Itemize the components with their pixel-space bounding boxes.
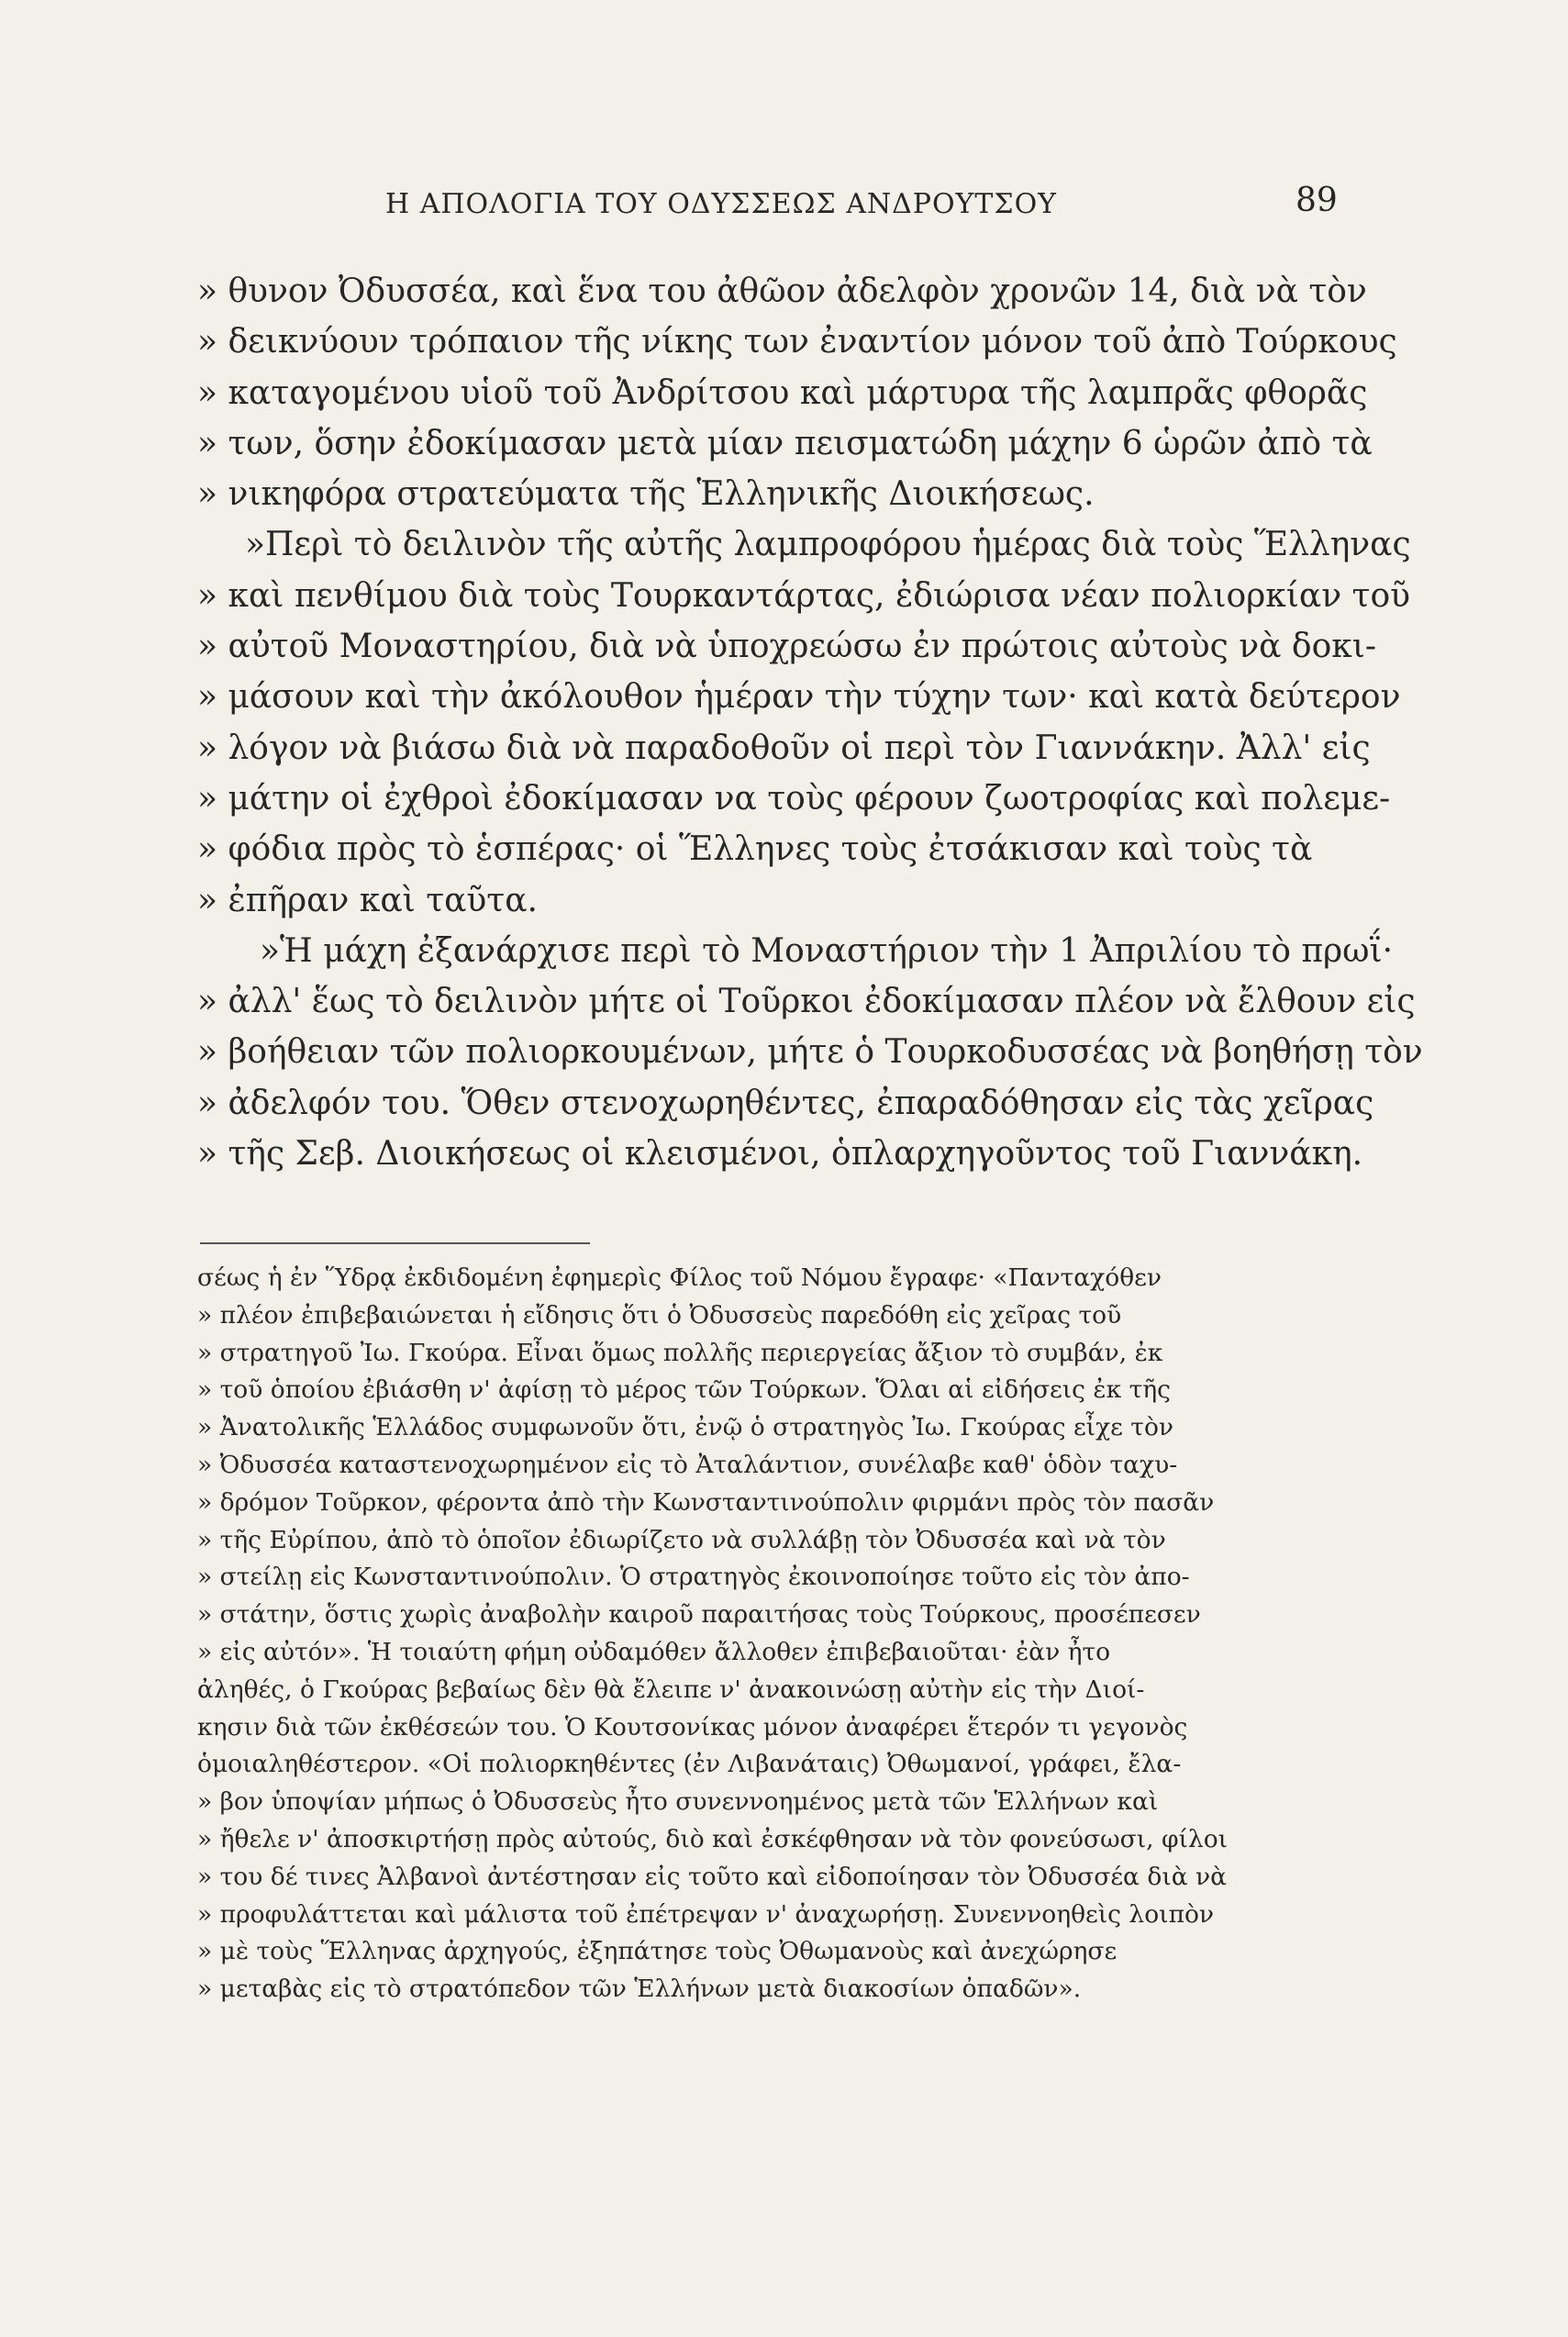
text-line: » καταγομένου υἱοῦ τοῦ Ἀνδρίτσου καὶ μάρτυρα τῆς λαμπρᾶς φθορᾶς [197, 373, 1368, 412]
footnote-line: » εἰς αὐτόν». Ἡ τοιαύτη φήμη οὐδαμόθεν ἄλλοθεν ἐπιβεβαιοῦται· ἐὰν ἦτο [197, 1637, 1111, 1666]
footnote-line: » τῆς Εὐρίπου, ἀπὸ τὸ ὁποῖον ἐδιωρίζετο νὰ συλλάβῃ τὸν Ὀδυσσέα καὶ νὰ τὸν [197, 1525, 1166, 1554]
footnote-block [197, 1260, 1362, 2009]
text-line: » θυνον Ὀδυσσέα, καὶ ἕνα του ἀθῶον ἀδελφὸν χρονῶν 14, διὰ νὰ τὸν [197, 273, 1367, 310]
text-line: » καὶ πενθίμου διὰ τοὺς Τουρκαντάρτας, ἐδιώρισα νέαν πολιορκίαν τοῦ [197, 576, 1411, 615]
footnote-line: ἀληθές, ὁ Γκούρας βεβαίως δὲν θὰ ἔλειπε ν' ἀνακοινώσῃ αὐτὴν εἰς τὴν Διοί- [197, 1675, 1145, 1704]
text-line: » τῆς Σεβ. Διοικήσεως οἱ κλεισμένοι, ὁπλαρχηγοῦντος τοῦ Γιαννάκη. [197, 1135, 1363, 1174]
footnote-line: » ἤθελε ν' ἀποσκιρτήσῃ πρὸς αὐτούς, διὸ καὶ ἐσκέφθησαν νὰ τὸν φονεύσωσι, φίλοι [197, 1824, 1229, 1853]
footnote-line: » του δέ τινες Ἀλβανοὶ ἀντέστησαν εἰς τοῦτο καὶ εἰδοποίησαν τὸν Ὀδυσσέα διὰ νὰ [197, 1862, 1228, 1891]
text-line: » νικηφόρα στρατεύματα τῆς Ἑλληνικῆς Διοικήσεως. [197, 475, 1095, 514]
text-line: » μάσουν καὶ τὴν ἀκόλουθον ἡμέραν τὴν τύχην των· καὶ κατὰ δεύτερον [197, 678, 1401, 717]
footnote-line: σέως ἡ ἐν Ὕδρᾳ ἐκδιδομένη ἐφημερὶς Φίλος τοῦ Νόμου ἔγραφε· «Πανταχόθεν [197, 1263, 1162, 1292]
footnote-line: » βον ὑποψίαν μήπως ὁ Ὀδυσσεὺς ἦτο συνεννοημένος μετὰ τῶν Ἑλλήνων καὶ [197, 1787, 1159, 1817]
footnote-line: » προφυλάττεται καὶ μάλιστα τοῦ ἐπέτρεψαν ν' ἀναχωρήσῃ. Συνεννοηθεὶς λοιπὸν [197, 1899, 1215, 1929]
text-line: » ἀδελφόν του. Ὅθεν στενοχωρηθέντες, ἐπαραδόθησαν εἰς τὰς χεῖρας [197, 1084, 1374, 1122]
main-text-block [197, 266, 1423, 1179]
text-line: »Περὶ τὸ δειλινὸν τῆς αὐτῆς λαμπροφόρου ἡμέρας διὰ τοὺς Ἕλληνας [245, 526, 1411, 564]
footnote-line: » στρατηγοῦ Ἰω. Γκούρα. Εἶναι ὅμως πολλῆς περιεργείας ἄξιον τὸ συμβάν, ἐκ [197, 1338, 1163, 1367]
footnote-line: κησιν διὰ τῶν ἐκθέσεών του. Ὁ Κουτσονίκας μόνον ἀναφέρει ἕτερόν τι γεγονὸς [197, 1712, 1188, 1742]
footnote-line: » τοῦ ὁποίου ἐβιάσθη ν' ἀφίσῃ τὸ μέρος τῶν Τούρκων. Ὅλαι αἱ εἰδήσεις ἐκ τῆς [197, 1375, 1172, 1405]
footnote-line: ὁμοιαληθέστερον. «Οἱ πολιορκηθέντες (ἐν Λιβανάταις) Ὀθωμανοί, γράφει, ἔλα- [197, 1750, 1182, 1779]
footnote-line: » δρόμον Τοῦρκον, φέροντα ἀπὸ τὴν Κωνσταντινούπολιν φιρμάνι πρὸς τὸν πασᾶν [197, 1487, 1215, 1517]
running-title: Η ΑΠΟΛΟΓΙΑ ΤΟΥ ΟΔΥΣΣΕΩΣ ΑΝΔΡΟΥΤΣΟΥ [385, 188, 1057, 220]
text-line: » βοήθειαν τῶν πολιορκουμένων, μήτε ὁ Τουρκοδυσσέας νὰ βοηθήσῃ τὸν [197, 1033, 1423, 1072]
text-line: » μάτην οἱ ἐχθροὶ ἐδοκίμασαν να τοὺς φέρουν ζωοτροφίας καὶ πολεμε- [197, 779, 1391, 818]
footnote-line: » μὲ τοὺς Ἕλληνας ἀρχηγούς, ἐξηπάτησε τοὺς Ὀθωμανοὺς καὶ ἀνεχώρησε [197, 1937, 1118, 1966]
text-line: »Ἡ μάχη ἐξανάρχισε περὶ τὸ Μοναστήριον τὴν 1 Ἀπριλίου τὸ πρωΐ· [260, 931, 1394, 970]
footnote-line: » μεταβὰς εἰς τὸ στρατόπεδον τῶν Ἑλλήνων μετὰ διακοσίων ὀπαδῶν». [197, 1975, 1082, 2004]
footnote-divider [200, 1242, 590, 1244]
footnote-line: » Ὀδυσσέα καταστενοχωρημένον εἰς τὸ Ἀταλάντιον, συνέλαβε καθ' ὁδὸν ταχυ- [197, 1450, 1178, 1479]
text-line: » ἐπῆραν καὶ ταῦτα. [197, 881, 538, 919]
footnote-line: » στάτην, ὅστις χωρὶς ἀναβολὴν καιροῦ παραιτήσας τοὺς Τούρκους, προσέπεσεν [197, 1600, 1201, 1630]
text-line: » ἀλλ' ἕως τὸ δειλινὸν μήτε οἱ Τοῦρκοι ἐδοκίμασαν πλέον νὰ ἔλθουν εἰς [197, 983, 1416, 1021]
text-line: » των, ὅσην ἐδοκίμασαν μετὰ μίαν πεισματώδη μάχην 6 ὡρῶν ἀπὸ τὰ [197, 424, 1373, 462]
footnote-line: » Ἀνατολικῆς Ἑλλάδος συμφωνοῦν ὅτι, ἐνῷ ὁ στρατηγὸς Ἰω. Γκούρας εἶχε τὸν [197, 1413, 1174, 1442]
text-line: » φόδια πρὸς τὸ ἑσπέρας· οἱ Ἕλληνες τοὺς ἐτσάκισαν καὶ τοὺς τὰ [197, 830, 1313, 869]
footnote-line: » πλέον ἐπιβεβαιώνεται ἡ εἴδησις ὅτι ὁ Ὀδυσσεὺς παρεδόθη εἰς χεῖρας τοῦ [197, 1300, 1122, 1330]
text-line: » λόγον νὰ βιάσω διὰ νὰ παραδοθοῦν οἱ περὶ τὸν Γιαννάκην. Ἀλλ' εἰς [197, 729, 1371, 767]
text-line: » αὐτοῦ Μοναστηρίου, διὰ νὰ ὑποχρεώσω ἐν πρώτοις αὐτοὺς νὰ δοκι- [197, 628, 1377, 666]
text-line: » δεικνύουν τρόπαιον τῆς νίκης των ἐναντίον μόνον τοῦ ἀπὸ Τούρκους [197, 323, 1397, 362]
footnote-line: » στείλῃ εἰς Κωνσταντινούπολιν. Ὁ στρατηγὸς ἐκοινοποίησε τοῦτο εἰς τὸν ἀπο- [197, 1563, 1190, 1592]
page-number: 89 [1296, 182, 1338, 219]
